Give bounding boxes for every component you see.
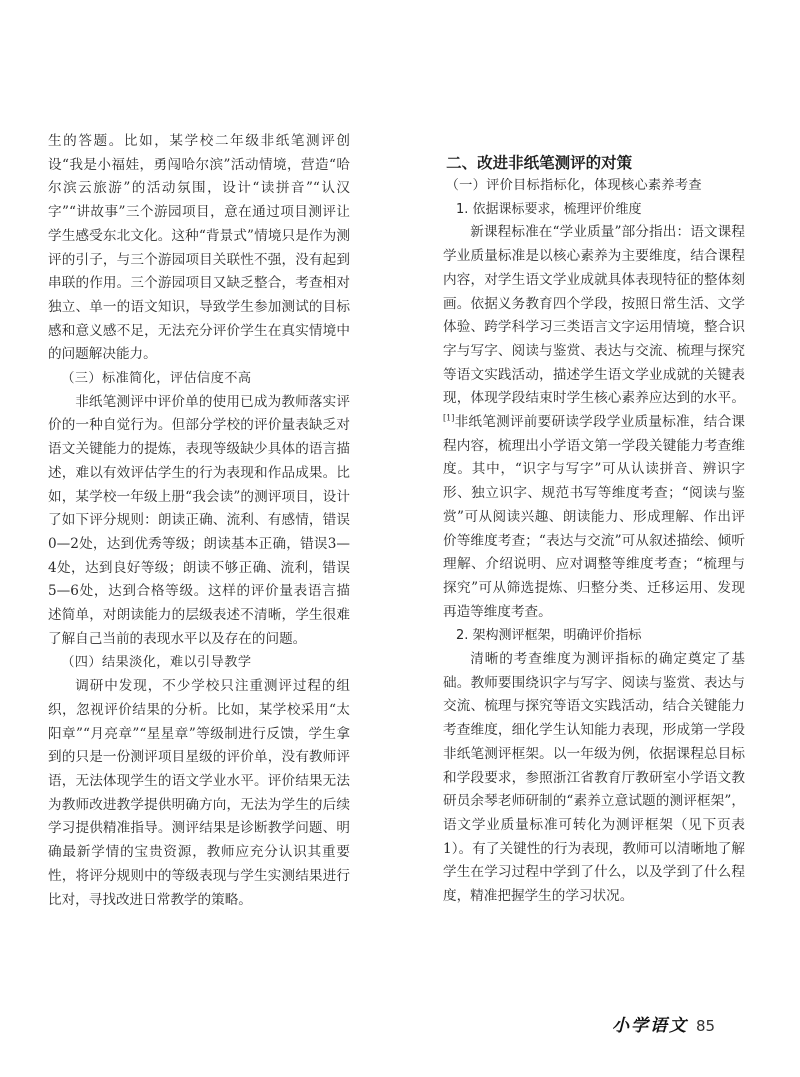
journal-name: 小学语文 (612, 1016, 688, 1036)
right-column (443, 152, 745, 909)
body-paragraph: 调研中发现，不少学校只注重测评过程的组织，忽视评价结果的分析。比如，某学校采用“太阳章”“月亮章”“星星章”等级制进行反馈，学生拿到的只是一份测评项目星级的评价单，没有教师评语，无法体现学生的语文学业水平。评价结果无法为教师改进教学提供明确方向，无法为学生的后续学习提供精准指导。测评结果是诊断教学问题、明确最新学情的宝贵资源，教师应充分认识其重要性，将评分规则中的等级表现与学生实测结果进行比对，寻找改进日常教学的策略。 (48, 678, 350, 908)
body-text: 非纸笔测评前要研读学段学业质量标准，结合课程内容，梳理出小学语文第一学段关键能力考查维度。其中，“识字与写字”可从认读拼音、辨识字形、独立识字、规范书写等维度考查；“阅读与鉴赏”可从阅读兴趣、朗读能力、形成理解、作出评价等维度考查；“表达与交流”可从叙述描绘、倾听理解、介绍说明、应对调整等维度考查；“梳理与探究”可从筛选提炼、归整分类、迁移运用、发现再造等维度考查。 (443, 414, 745, 620)
body-paragraph: 清晰的考查维度为测评指标的确定奠定了基础。教师要围绕识字与写字、阅读与鉴赏、表达与交流、梳理与探究等语文实践活动，结合关键能力考查维度，细化学生认知能力表现，形成第一学段非纸笔测评框架。以一年级为例，依据课程总目标和学段要求，参照浙江省教育厅教研室小学语文教研员余琴老师研制的“素养立意试题的测评框架”，语文学业质量标准可转化为测评框架（见下页表1）。有了关键性的行为表现，教师可以清晰地了解学生在学习过程中学到了什么，以及学到了什么程度，精准把握学生的学习状况。 (443, 651, 745, 905)
body-paragraph (443, 221, 745, 624)
citation-mark: [1] (443, 413, 455, 423)
point-heading-2: 2. 架构测评框架，明确评价指标 (456, 628, 642, 644)
page-footer (612, 1011, 715, 1036)
subsection-heading-4: （四）结果淡化，难以引导教学 (61, 655, 252, 671)
point-heading-1: 1. 依据课标要求，梳理评价维度 (456, 201, 642, 217)
subsection-heading-1: （一）评价目标指标化，体现核心素养考查 (445, 178, 702, 193)
body-paragraph: 生的答题。比如，某学校二年级非纸笔测评创设“我是小福娃，勇闯哈尔滨”活动情境，营造“哈尔滨云旅游”的活动氛围，设计“读拼音”“认汉字”“讲故事”三个游园项目，意在通过项目测评让学生感受东北文化。这种“背景式”情境只是作为测评的引子，与三个游园项目关联性不强，没有起到串联的作用。三个游园项目又缺乏整合，考查相对独立、单一的语文知识，导致学生参加测试的目标感和意义感不足，无法充分评价学生在真实情境中的问题解决能力。 (48, 133, 350, 363)
section-title: 二、改进非纸笔测评的对策 (446, 154, 633, 172)
body-paragraph: 非纸笔测评中评价单的使用已成为教师落实评价的一种自觉行为。但部分学校的评价量表缺乏对语文关键能力的提炼，表现等级缺少具体的语言描述，难以有效评估学生的行为表现和作品成果。比如，某学校一年级上册“我会读”的测评项目，设计了如下评分规则：朗读正确、流利、有感情，错误0—2处，达到优秀等级；朗读基本正确，错误3—4处，达到良好等级；朗读不够正确、流利，错误5—6处，达到合格等级。这样的评价量表语言描述简单，对朗读能力的层级表述不清晰，学生很难了解自己当前的表现水平以及存在的问题。 (48, 393, 350, 647)
body-text: 新课程标准在“学业质量”部分指出：语文课程学业质量标准是以核心素养为主要维度，结合课程内容，对学生语文学业成就具体表现特征的整体刻画。依据义务教育四个学段，按照日常生活、文学体验、跨学科学习三类语言文字运用情境，整合识字与写字、阅读与鉴赏、表达与交流、梳理与探究等语文实践活动，描述学生语文学业成就的关键表现，体现学段结束时学生核心素养应达到的水平。 (443, 224, 745, 407)
page-number: 85 (696, 1017, 716, 1035)
left-column (48, 130, 350, 912)
subsection-heading-3: （三）标准简化，评估信度不高 (61, 371, 252, 387)
